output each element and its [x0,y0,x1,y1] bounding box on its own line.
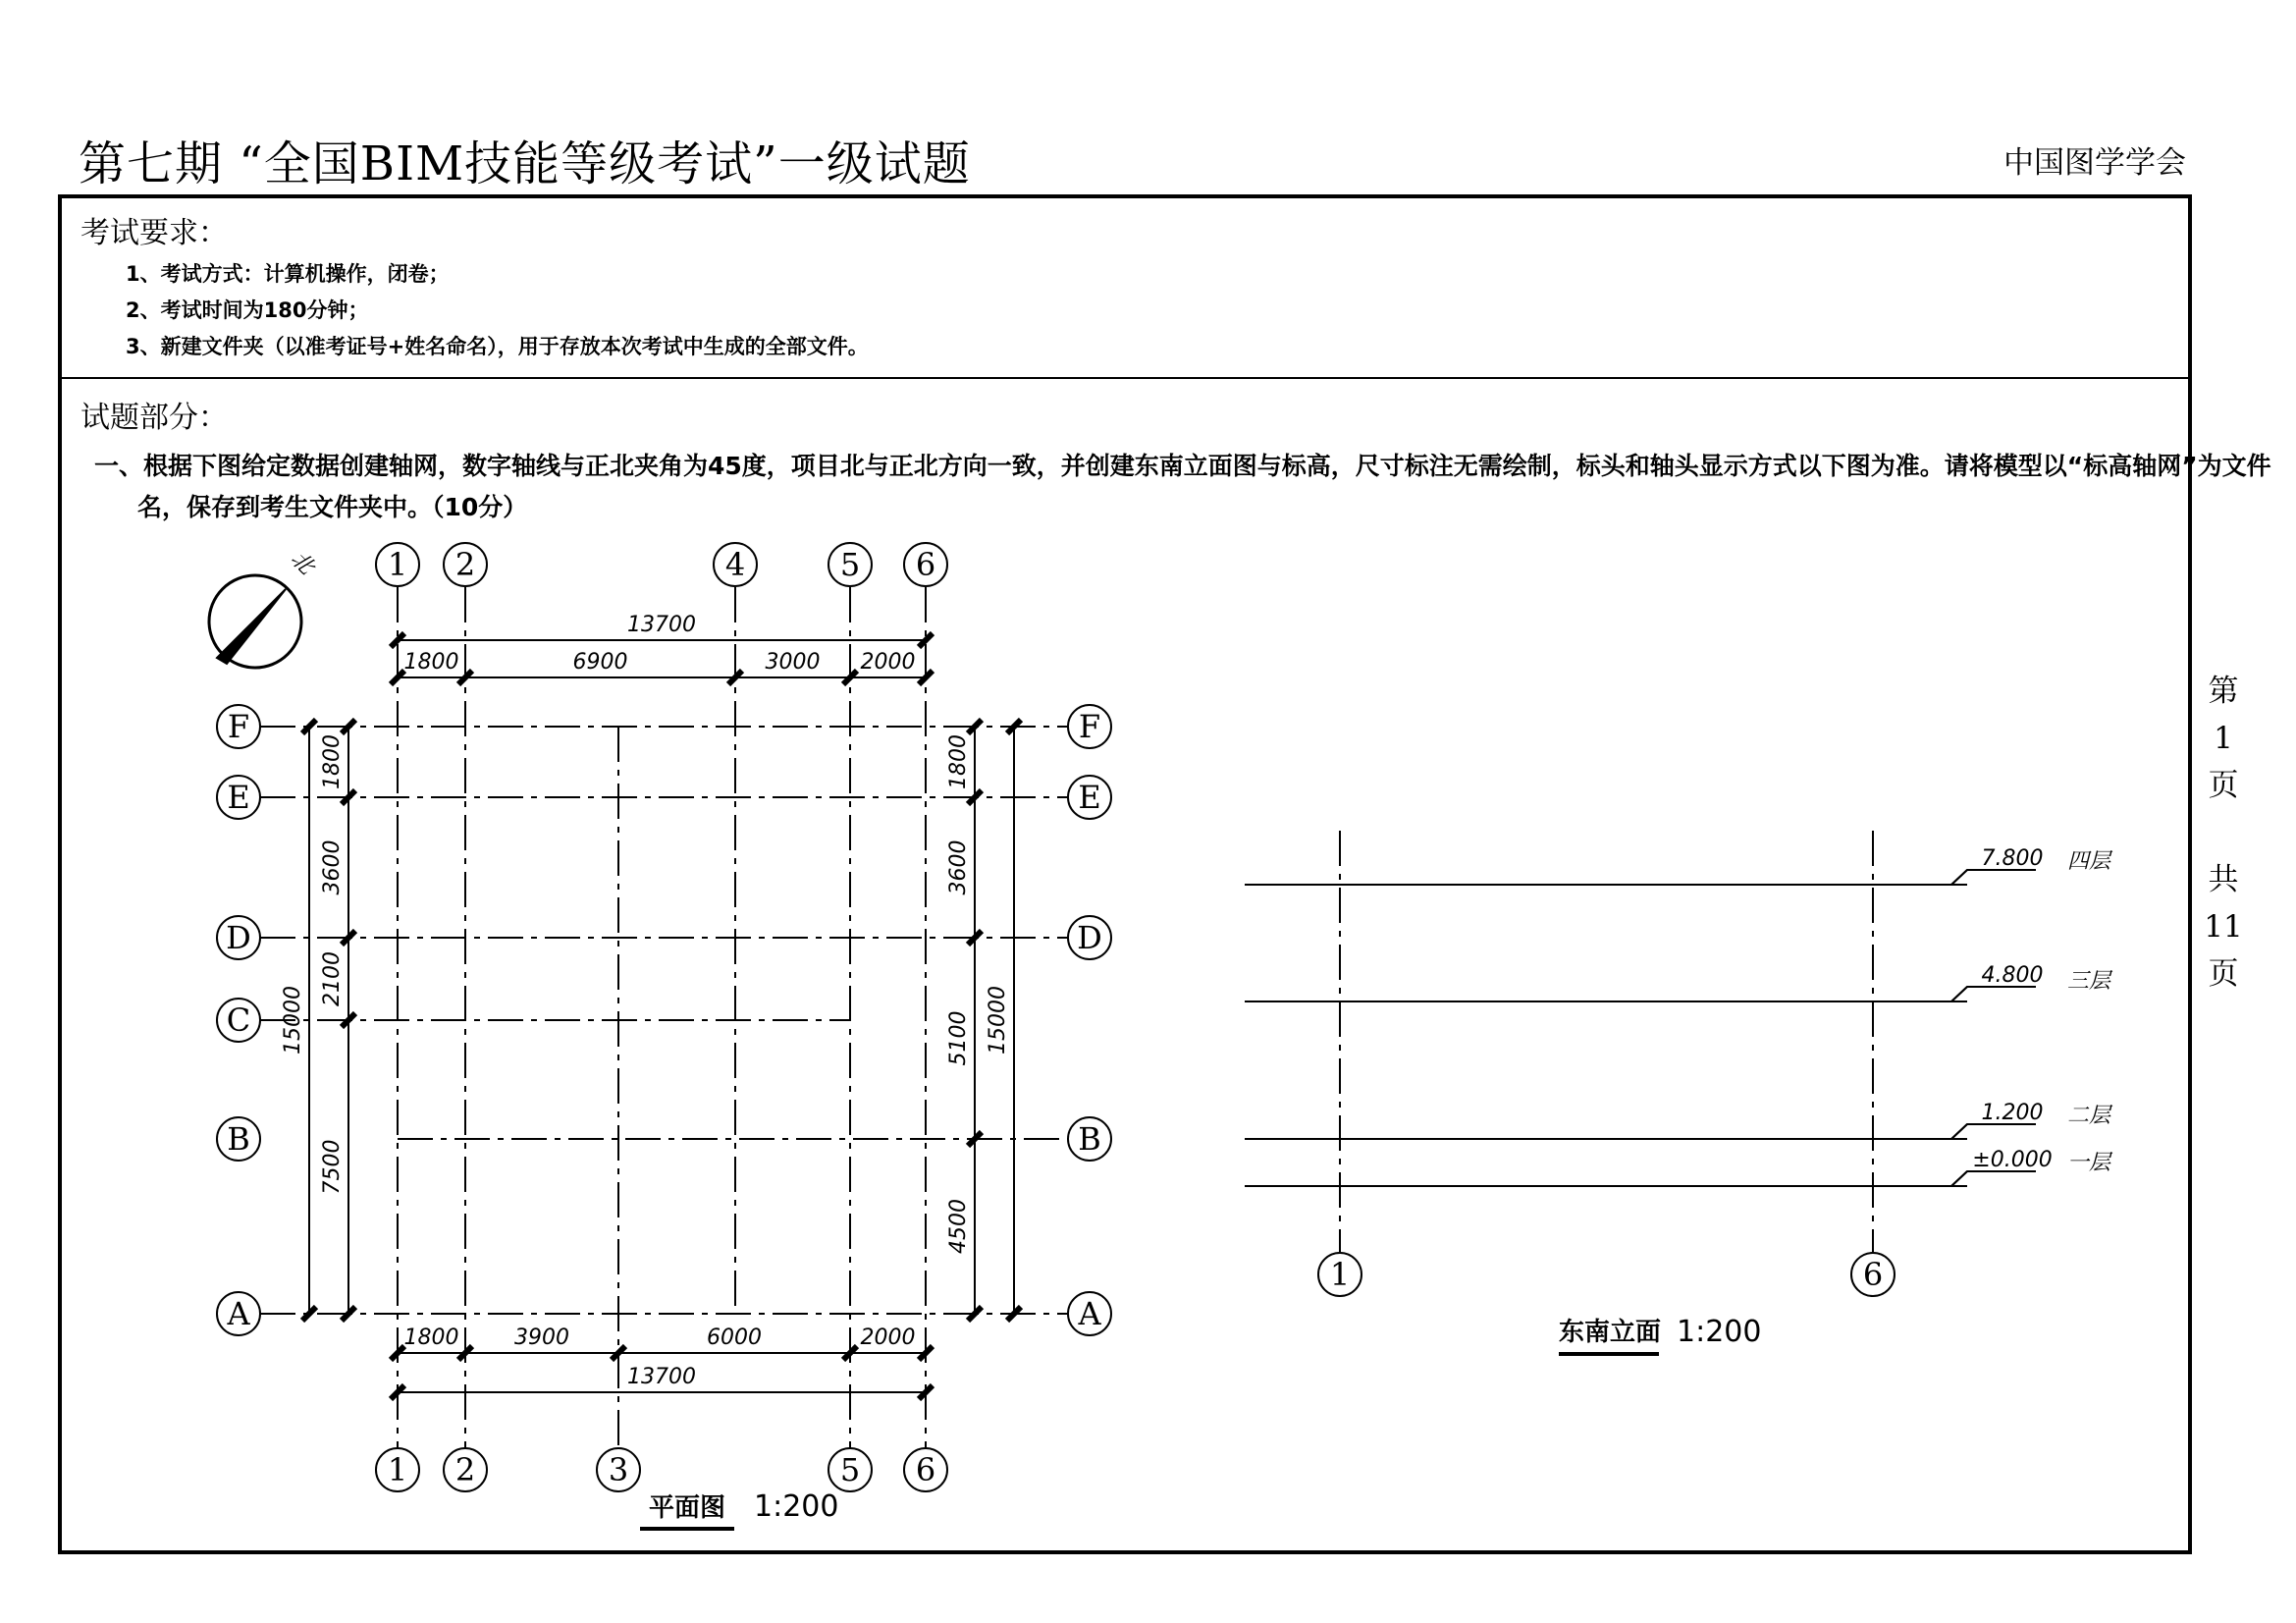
row-bubble-left-label: A [227,1295,250,1332]
north-arrow-needle [217,589,286,664]
top-dim-text: 1800 [403,650,459,675]
top-dim-text: 3000 [765,650,821,675]
level-value-text: 1.200 [1981,1101,2044,1125]
axis-bubble-bottom-label: 6 [915,1451,936,1488]
row-bubble-right-label: D [1077,919,1102,956]
level-head-symbol-edge [1951,1171,1967,1186]
right-dim-text: 5100 [946,1010,971,1066]
bottom-dim-text: 6000 [707,1325,762,1350]
southeast-elevation [1245,831,2113,1354]
level-head-symbol-edge [1951,870,1967,885]
right-total-dim-text: 15000 [986,986,1010,1055]
elevation-caption: 东南立面 [1558,1318,1662,1347]
left-dim-text: 2100 [320,951,345,1006]
left-dim-text: 3600 [320,839,345,895]
axis-bubble-bottom-label: 3 [608,1451,629,1488]
questions-heading: 试题部分： [80,401,228,435]
axis-bubble-bottom-label: 1 [387,1451,408,1488]
row-bubble-left-label: C [226,1001,251,1039]
axis-bubble-top-label: 2 [454,546,476,583]
question-text-line2: 名，保存到考生文件夹中。（10分） [137,493,528,521]
row-bubble-left-label: F [227,708,250,745]
level-name-text: 三层 [2066,969,2111,994]
bottom-dim-text: 2000 [860,1325,916,1350]
row-bubble-right-label: F [1078,708,1101,745]
elevation-axis-bubble-label: 6 [1862,1256,1884,1293]
plan-scale: 1:200 [754,1489,839,1524]
elevation-axis-bubble-label: 1 [1329,1256,1351,1293]
axis-bubble-bottom-label: 5 [839,1451,861,1488]
page-char: 第 [2208,674,2239,709]
bottom-total-dim-text: 13700 [627,1365,696,1389]
plan-caption: 平面图 [648,1493,726,1523]
axis-bubble-top-label: 1 [387,546,408,583]
requirements-heading: 考试要求： [80,216,228,250]
bottom-dim-text: 1800 [403,1325,459,1350]
requirement-item: 1、考试方式：计算机操作，闭卷； [126,262,450,286]
row-bubble-right-label: A [1078,1295,1101,1332]
level-value-text: 7.800 [1981,846,2044,871]
row-bubble-right-label: E [1078,779,1101,816]
organization-name: 中国图学学会 [2003,145,2186,181]
page-title: 第七期 “全国BIM技能等级考试”一级试题 [79,136,971,191]
level-name-text: 一层 [2066,1151,2111,1175]
requirement-item: 2、考试时间为180分钟； [126,298,369,322]
row-bubble-right-label: B [1078,1120,1101,1158]
axis-bubble-top-label: 4 [724,546,746,583]
level-name-text: 四层 [2066,849,2111,874]
row-bubble-left-label: E [227,779,250,816]
bottom-dim-text: 3900 [514,1325,569,1350]
page-char: 页 [2208,956,2239,992]
left-dim-text: 7500 [320,1139,345,1195]
right-dim-text: 4500 [946,1199,971,1254]
level-value-text: 4.800 [1981,963,2044,988]
left-total-dim-text: 15000 [281,986,305,1055]
page-char: 页 [2208,768,2239,803]
level-head-symbol-edge [1951,987,1967,1001]
right-dim-text: 3600 [946,839,971,895]
axis-bubble-top-label: 6 [915,546,936,583]
level-value-text: ±0.000 [1972,1148,2053,1172]
row-bubble-left-label: D [226,919,251,956]
right-dim-text: 1800 [946,734,971,789]
question-text-line1: 一、根据下图给定数据创建轴网，数字轴线与正北夹角为45度，项目北与正北方向一致，并创建东南立面图与标高，尺寸标注无需绘制，标头和轴头显示方式以下图为准。请将模型以“标高轴网”为文件 [94,452,2271,480]
top-dim-text: 2000 [860,650,916,675]
floor-plan [209,543,1111,1529]
level-head-symbol-edge [1951,1124,1967,1139]
page-char: 共 [2208,862,2239,897]
top-dim-text: 6900 [572,650,628,675]
top-total-dim-text: 13700 [627,613,696,637]
left-dim-text: 1800 [320,734,345,789]
north-label: 北 [285,546,319,580]
row-bubble-left-label: B [227,1120,250,1158]
level-name-text: 二层 [2066,1104,2111,1128]
elevation-scale: 1:200 [1677,1315,1762,1349]
page-char: 11 [2204,909,2243,945]
axis-bubble-bottom-label: 2 [454,1451,476,1488]
axis-bubble-top-label: 5 [839,546,861,583]
requirement-item: 3、新建文件夹（以准考证号+姓名命名），用于存放本次考试中生成的全部文件。 [126,335,869,358]
page-char: 1 [2214,721,2233,756]
